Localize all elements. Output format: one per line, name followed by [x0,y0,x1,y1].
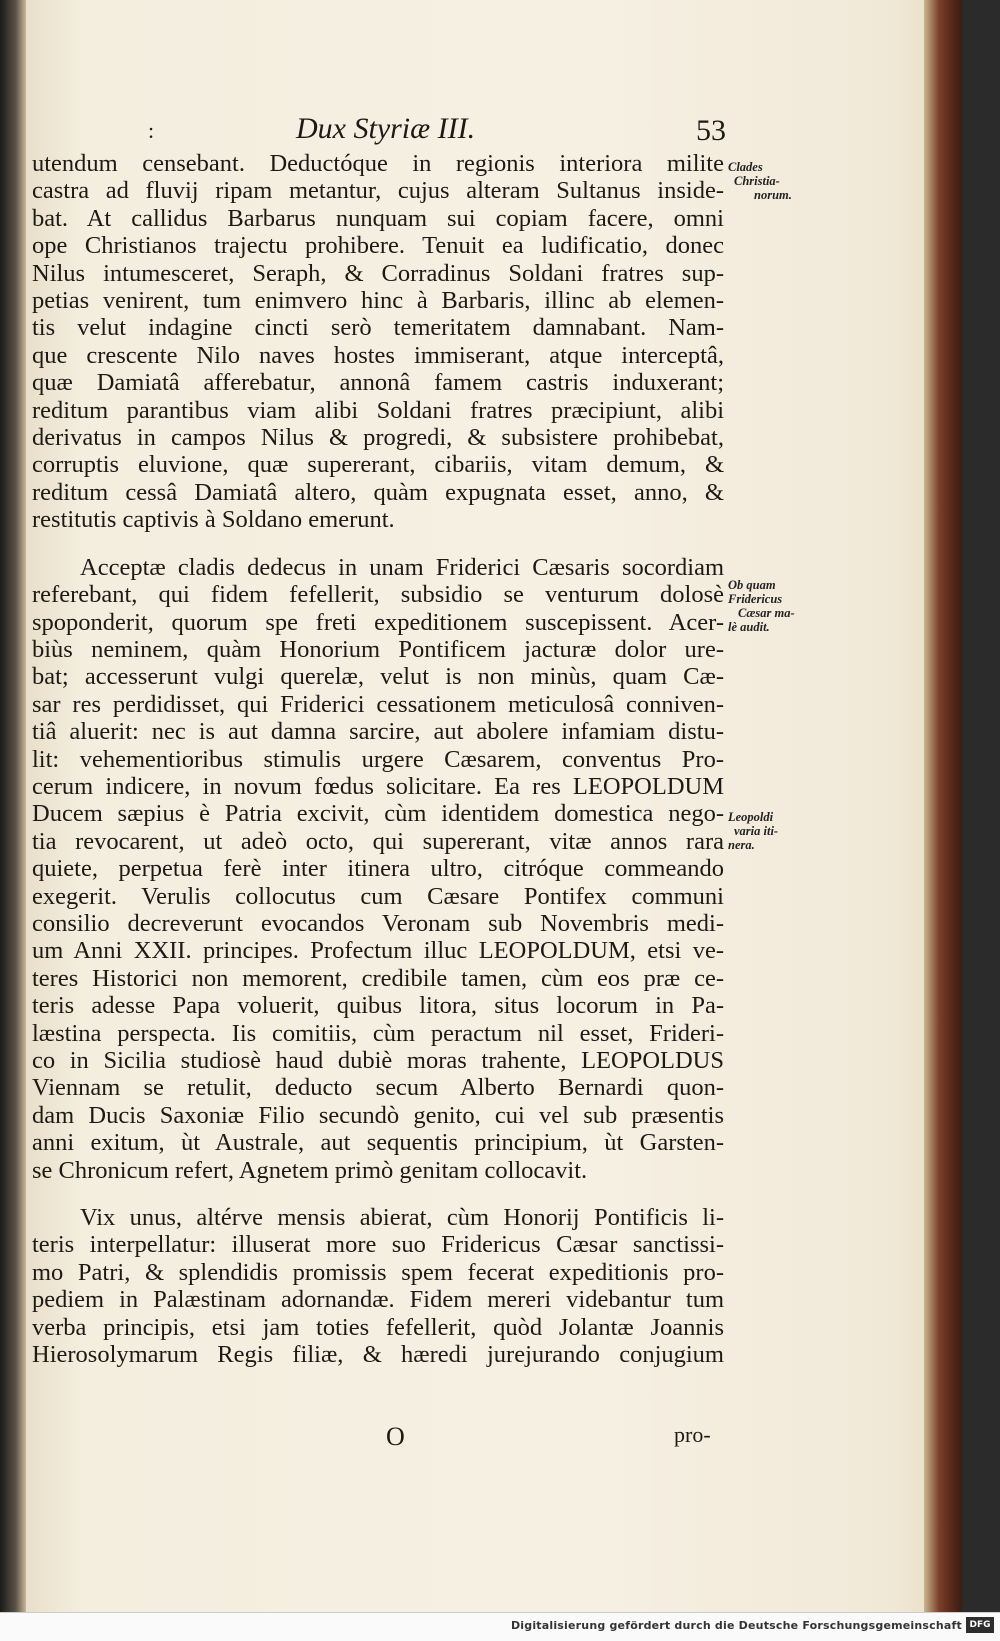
margin-note-leopoldi [728,810,808,852]
text-line: consilio decreverunt evocandos Veronam sub Novembris medi- [32,909,724,937]
text-line: Hierosolymarum Regis filiæ, & hæredi jurejurando conjugium [32,1341,724,1369]
text-line: quiete, perpetua ferè inter itinera ultro, citróque commeando [32,855,724,883]
text-line: corruptis eluvione, quæ supererant, cibariis, vitam demum, & [32,451,724,479]
text-line: mo Patri, & splendidis promissis spem fecerat expeditionis pro- [32,1258,724,1286]
signature-mark: O [386,1422,405,1451]
margin-note-line: lè audit. [728,620,770,634]
text-line: cerum indicere, in novum fœdus solicitare. Ea res LEOPOLDUM [32,772,724,800]
text-line: quæ Damiatâ afferebatur, annonâ famem castris induxerant; [32,369,724,397]
margin-note-line: nera. [728,838,755,852]
text-line: spoponderit, quorum spe freti expeditionem suscepissent. Acer- [32,608,724,636]
text-line: Viennam se retulit, deducto secum Alberto Bernardi quon- [32,1074,724,1102]
dfg-logo-icon: DFG [966,1617,994,1633]
text-line: que crescente Nilo naves hostes immiserant, atque interceptâ, [32,341,724,369]
gutter-fragments [2,150,24,550]
text-line: dam Ducis Saxoniæ Filio secundò genito, cui vel sub præsentis [32,1101,724,1129]
margin-note-line: norum. [754,188,792,202]
book-gutter [0,0,26,1640]
text-line: teres Historici non memorent, credibile tamen, cùm eos præ ce- [32,964,724,992]
text-line: læstina perspecta. Iis comitiis, cùm peractum nil esset, Frideri- [32,1019,724,1047]
text-line: bat. At callidus Barbarus nunquam sui copiam facere, omni [32,204,724,232]
margin-note-clades [728,160,808,202]
text-line: tis velut indagine cincti serò temeritatem damnabant. Nam- [32,314,724,342]
margin-note-line: Clades [728,160,763,174]
text-line: tiâ aluerit: nec is aut damna sarcire, aut abolere infamiam distu- [32,718,724,746]
text-line: se Chronicum refert, Agnetem primò genitam collocavit. [32,1156,588,1184]
digitization-credit: Digitalisierung gefördert durch die Deutsche Forschungsgemeinschaft [510,1619,962,1632]
header-dot: : [148,118,155,143]
text-line: referebant, qui fidem fefellerit, subsidio se venturum dolosè [32,581,724,609]
margin-note-line: Fridericus [728,592,783,606]
text-line: reditum parantibus viam alibi Soldani fratres præcipiunt, alibi [32,396,724,424]
text-line: Nilus intumesceret, Seraph, & Corradinus Soldani fratres sup- [32,259,724,287]
page-number: 53 [696,114,726,147]
margin-note-fridericus [728,578,808,634]
margin-note-line: Christia- [734,174,780,188]
text-line: bat; accesserunt vulgi querelæ, velut is non minùs, quam Cæ- [32,663,724,691]
catchword: pro- [674,1422,711,1447]
text-line: ope Christianos trajectu prohibere. Tenuit ea ludificatio, donec [32,232,724,260]
paragraph-3 [32,1204,724,1368]
paragraph-2 [32,554,724,1184]
text-line: derivatus in campos Nilus & progredi, & subsistere prohibebat, [32,424,724,452]
text-line: teris adesse Papa voluerit, quibus litora, situs locorum in Pa- [32,992,724,1020]
text-line: Acceptæ cladis dedecus in unam Friderici Cæsaris socordiam [80,553,724,581]
paragraph-1 [32,150,724,534]
text-line: sar res perdidisset, qui Friderici cessationem meticulosâ conniven- [32,690,724,718]
text-line: Vix unus, altérve mensis abierat, cùm Honorij Pontificis li- [80,1204,724,1232]
text-line: co in Sicilia studiosè haud dubiè moras trahente, LEOPOLDUS [32,1047,724,1074]
margin-note-line: Ob quam [728,578,776,592]
text-line: tia revocarent, ut adeò octo, qui supererant, vitæ annos rara [32,827,724,855]
text-line: um Anni XXII. principes. Profectum illuc LEOPOLDUM, etsi ve- [32,937,724,965]
page-header [26,112,962,152]
page-edge [924,0,962,1612]
text-line: castra ad fluvij ripam metantur, cujus alteram Sultanus inside- [32,177,724,205]
text-line: verba principis, etsi jam toties fefellerit, quòd Jolantæ Joannis [32,1313,724,1341]
text-line: biùs neminem, quàm Honorium Pontificem jacturæ dolor ure- [32,635,724,663]
text-line: lit: vehementioribus stimulis urgere Cæsarem, conventus Pro- [32,745,724,773]
margin-note-line: varia iti- [734,824,779,838]
running-title: Dux Styriæ III. [296,112,476,145]
text-line: petias venirent, tum enimvero hinc à Barbaris, illinc ab elemen- [32,287,724,315]
digitization-credit-bar [0,1612,1000,1641]
text-line: pediem in Palæstinam adornandæ. Fidem mereri videbantur tum [32,1286,724,1314]
text-line: teris interpellatur: illuserat more suo Fridericus Cæsar sanctissi- [32,1231,724,1259]
text-line: Ducem sæpius è Patria excivit, cùm identidem domestica nego- [32,800,724,828]
text-line: exegerit. Verulis collocutus cum Cæsare Pontifex communi [32,882,724,910]
book-page [26,0,962,1612]
margin-note-line: Cæsar ma- [738,606,795,620]
body-text [32,150,724,1368]
margin-note-line: Leopoldi [728,810,774,824]
text-line: restitutis captivis à Soldano emerunt. [32,506,395,534]
text-line: utendum censebant. Deductóque in regionis interiora milite [32,150,724,177]
text-line: anni exitum, ùt Australe, aut sequentis principium, ùt Garsten- [32,1129,724,1157]
text-line: reditum cessâ Damiatâ altero, quàm expugnata esset, anno, & [32,478,724,506]
